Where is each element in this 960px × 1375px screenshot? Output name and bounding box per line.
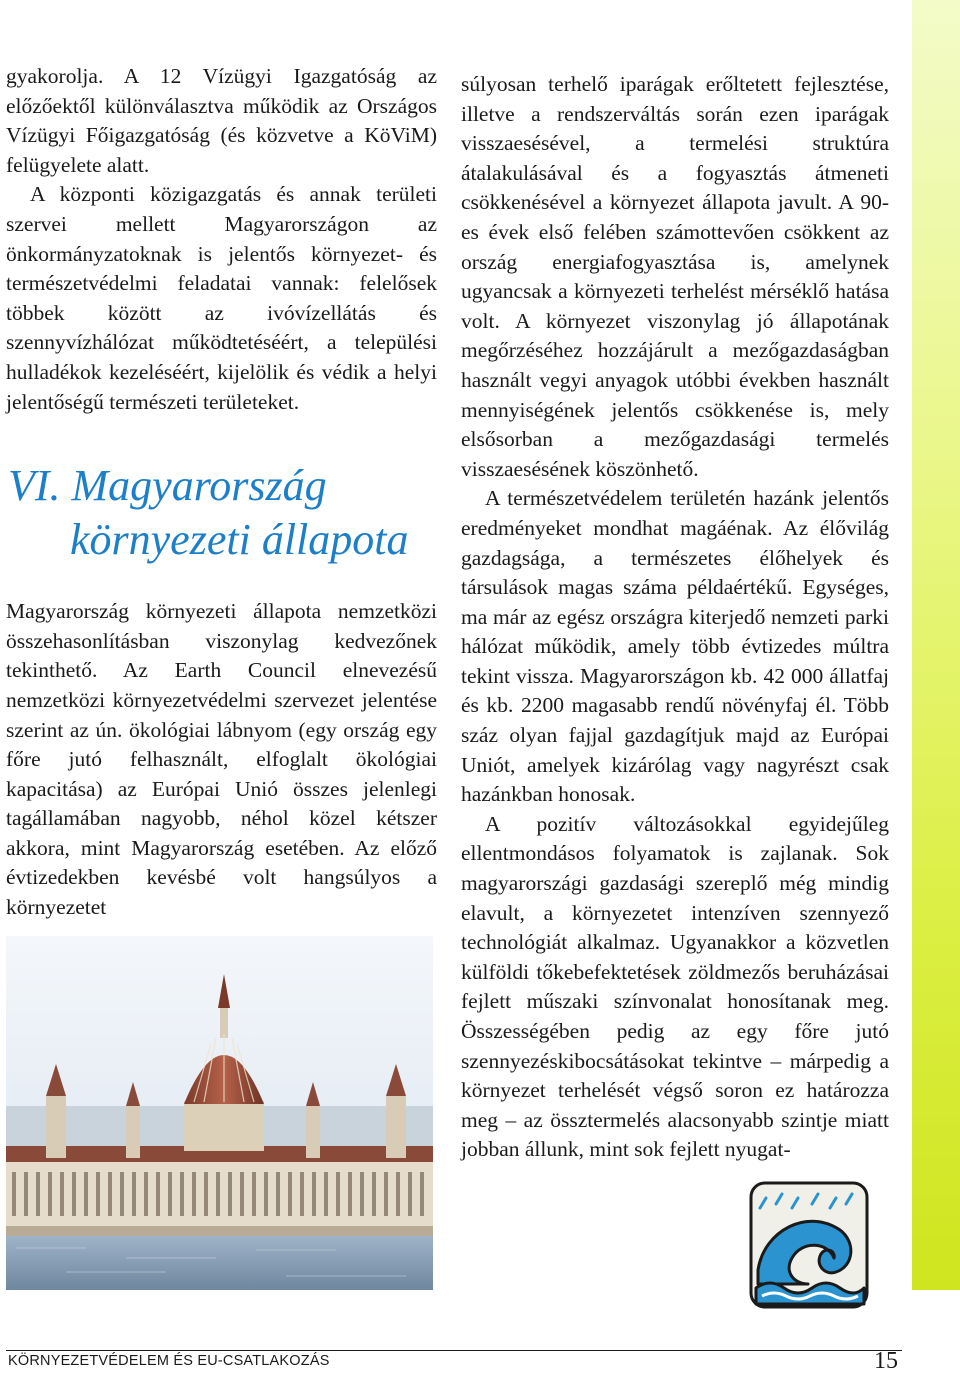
section-heading-line-2: környezeti állapota (70, 515, 409, 565)
right-paragraph-3: A pozitív változásokkal egyidejűleg ellentmondásos folyamatok is zajlanak. Sok magyarországi gazdasági szereplő még mindig elavult, a környezetet intenzíven szennyező technológiát alkalmaz. Ugyanakkor a közvetlen külföldi tőkebefektetések zöldmezős beruházásai fejlett műszaki színvonalat honosítanak meg. Összességében pedig az egy főre jutó szennyezéskibocsátásokat tekintve – márpedig a környezet terhelését végső soron ez határozza meg – az össztermelés alacsonyabb szintje miatt jobban állunk, mint sok fejlett nyugat- (461, 811, 889, 1162)
section-paragraph: Magyarország környezeti állapota nemzetközi összehasonlításban viszonylag kedvezőnek tekinthető. Az Earth Council elnevezésű nemzetközi környezetvédelmi szervezet jelentése szerint az ún. ökológiai lábnyom (egy ország egy főre jutó felhasznált, elfoglalt ökológiai kapacitása) az Európai Unió összes jelenlegi tagállamában nagyobb, néhol közel kétszer akkora, mint Magyarország esetében. Az előző évtizedekben kevésbé volt hangsúlyos a környezetet (6, 599, 437, 920)
section-heading-line-1: VI. Magyarország (8, 461, 327, 511)
left-paragraph-1: gyakorolja. A 12 Vízügyi Igazgatóság az előzőektől különválasztva működik az Országos Vízügyi Főigazgatóság (és közvetve a KöViM) felügyelete alatt. (6, 64, 437, 177)
right-paragraph-1: súlyosan terhelő iparágak erőltetett fejlesztése, illetve a rendszerváltás során ezen iparágak visszaesésével, a termelési struktúra átalakulásával és a fogyasztás átmeneti csökkenésével a környezet állapota javult. A 90-es évek első felében számottevően csökkent az ország energiafogyasztása is, amelynek ugyancsak a környezeti terhelést mérséklő hatása volt. A környezet viszonylag jó állapotának megőrzéséhez hozzájárult a mezőgazdaságban használt vegyi anyagok utóbbi években használt mennyiségének jelentős csökkenése is, mely elsősorban a mezőgazdasági termelés visszaesésének köszönhető. (461, 72, 889, 481)
page-number: 15 (874, 1348, 898, 1374)
footer-rule (6, 1350, 902, 1351)
footer-title: KÖRNYEZETVÉDELEM ÉS EU-CSATLAKOZÁS (8, 1353, 330, 1369)
parliament-building-illustration (6, 936, 433, 1290)
parliament-photo (6, 936, 433, 1290)
right-column (461, 70, 889, 1165)
wave-water-icon (748, 1180, 870, 1310)
right-paragraph-2: A természetvédelem területén hazánk jelentős eredményeket mondhat magáénak. Az élővilág gazdagsága, a természetes élőhelyek és társulások magas száma példaértékű. Egységes, ma már az egész országra kiterjedő nemzeti parki hálózat működik, amely több évtizedes múltra tekint vissza. Magyarországon kb. 42 000 állatfaj és kb. 2200 magasabb rendű növényfaj él. Több száz olyan fajjal gazdagítjuk majd az Európai Uniót, amelyek kizárólag vagy nagyrészt csak hazánkban honosak. (461, 486, 889, 807)
section-heading (6, 459, 437, 567)
left-column (6, 62, 437, 923)
left-paragraph-2: A központi közigazgatás és annak területi szervei mellett Magyarországon az önkormányzatoknak is jelentős környezet- és természetvédelmi feladatai vannak: felelősek többek között az ivóvízellátás és szennyvízhálózat működtetéséért, a települési hulladékok kezeléséért, kijelölik és védik a helyi jelentőségű természeti területeket. (6, 182, 437, 414)
side-color-stripe (912, 0, 960, 1290)
